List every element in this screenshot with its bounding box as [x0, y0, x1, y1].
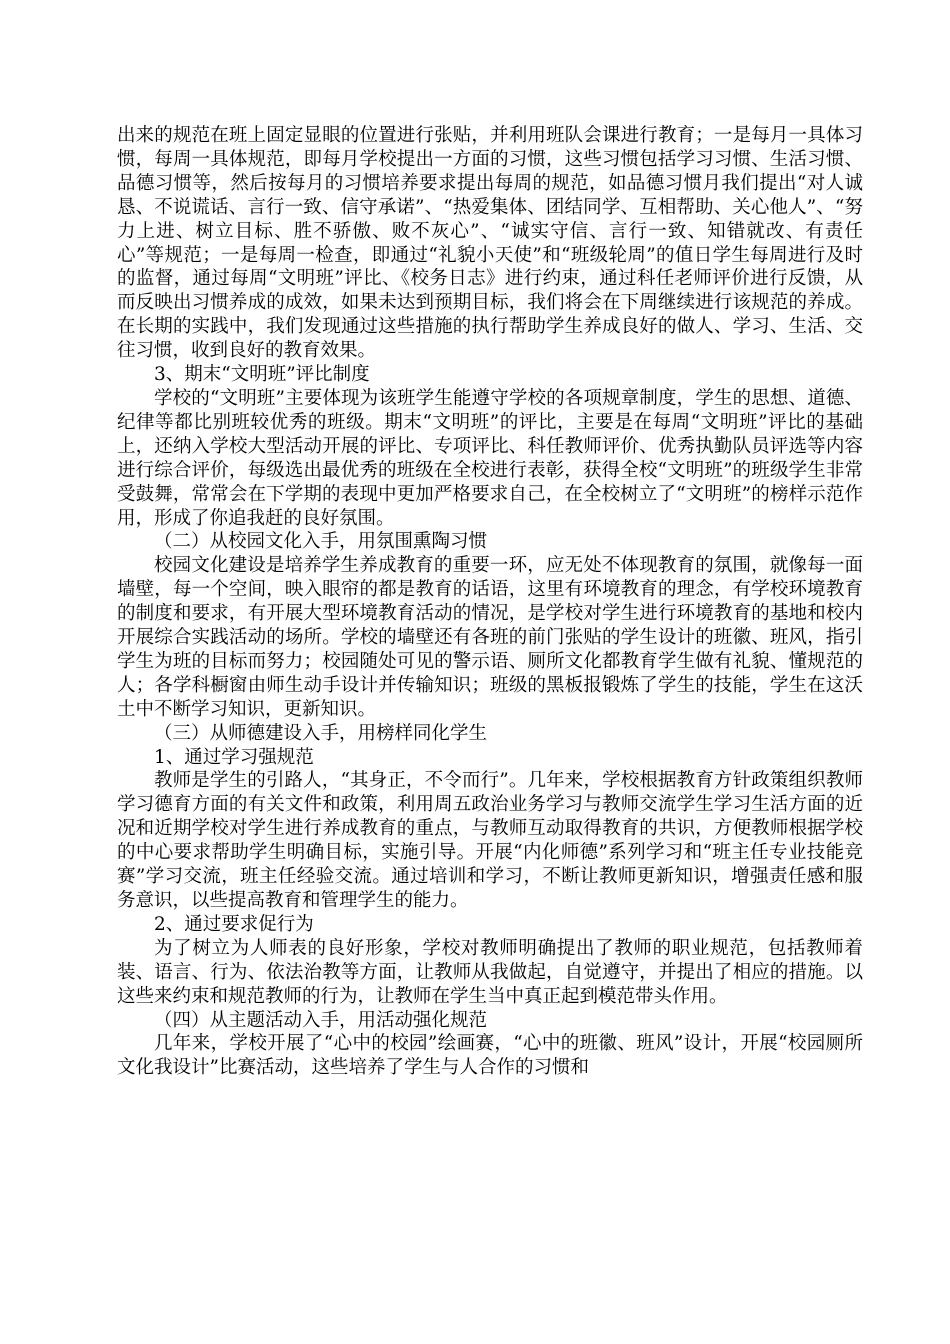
document-page: [117, 124, 863, 1080]
paragraph-learning-norms: 教师是学生的引路人，“其身正，不令而行”。几年来，学校根据教育方针政策组织教师学习德育方面的有关文件和政策，利用周五政治业务学习与教师交流学生学习生活方面的近况和近期学校对学生进行养成教育的重点，与教师互动取得教育的共识，方便教师根据学校的中心要求帮助学生明确目标，实施引导。开展“内化师德”系列学习和“班主任专业技能竞赛”学习交流，班主任经验交流。通过培训和学习，不断让教师更新知识，增强责任感和服务意识，以些提高教育和管理学生的能力。: [117, 770, 863, 911]
heading-requirements-behavior: 2、通过要求促行为: [154, 913, 314, 935]
paragraph-requirements-behavior: 为了树立为人师表的良好形象，学校对教师明确提出了教师的职业规范，包括教师着装、语言、行为、依法治教等方面，让教师从我做起，自觉遵守，并提出了相应的措施。以这些来约束和规范教师的行为，让教师在学生当中真正起到模范带头作用。: [117, 937, 863, 1007]
paragraph-theme-activities: 几年来，学校开展了“心中的校园”绘画赛，“心中的班徽、班风”设计，开展“校园厕所文化我设计”比赛活动，这些培养了学生与人合作的习惯和: [117, 1033, 863, 1079]
heading-teacher-ethics: （三）从师德建设入手，用榜样同化学生: [154, 722, 488, 744]
paragraph-civilized-class: 学校的“文明班”主要体现为该班学生能遵守学校的各项规章制度，学生的思想、道德、纪律等都比别班较优秀的班级。期末“文明班”的评比，主要是在每周“文明班”评比的基础上，还纳入学校大型活动开展的评比、专项评比、科任教师评价、优秀执勤队员评选等内容进行综合评价，每级选出最优秀的班级在全校进行表彰，获得全校“文明班”的班级学生非常受鼓舞，常常会在下学期的表现中更加严格要求自己，在全校树立了“文明班”的榜样示范作用，形成了你追我赶的良好氛围。: [117, 387, 863, 529]
heading-theme-activities: （四）从主题活动入手，用活动强化规范: [154, 1009, 488, 1031]
paragraph-habits-practice: 出来的规范在班上固定显眼的位置进行张贴，并利用班队会课进行教育；一是每月一具体习惯，每周一具体规范，即每月学校提出一方面的习惯，这些习惯包括学习习惯、生活习惯、品德习惯等，然后按每月的习惯培养要求提出每周的规范，如品德习惯月我们提出“对人诚恳、不说谎话、言行一致、信守承诺”、“热爱集体、团结同学、互相帮助、关心他人”、“努力上进、树立目标、胜不骄傲、败不灰心”、“诚实守信、言行一致、知错就改、有责任心”等规范；一是每周一检查，即通过“礼貌小天使”和“班级轮周”的值日学生每周进行及时的监督，通过每周“文明班”评比、《校务日志》进行约束，通过科任老师评价进行反馈，从而反映出习惯养成的成效，如果未达到预期目标，我们将会在下周继续进行该规范的养成。在长期的实践中，我们发现通过这些措施的执行帮助学生养成良好的做人、学习、生活、交往习惯，收到良好的教育效果。: [117, 125, 863, 362]
paragraph-campus-culture: 校园文化建设是培养学生养成教育的重要一环，应无处不体现教育的氛围，就像每一面墙壁，每一个空间，映入眼帘的都是教育的话语，这里有环境教育的理念，有学校环境教育的制度和要求，有开展大型环境教育活动的情况，是学校对学生进行环境教育的基地和校内开展综合实践活动的场所。学校的墙壁还有各班的前门张贴的学生设计的班徽、班风，指引学生为班的目标而努力；校园随处可见的警示语、厕所文化都教育学生做有礼貌、懂规范的人；各学科橱窗由师生动手设计并传输知识；班级的黑板报锻炼了学生的技能，学生在这沃土中不断学习知识，更新知识。: [117, 555, 863, 720]
heading-learning-norms: 1、通过学习强规范: [154, 746, 314, 768]
heading-campus-culture: （二）从校园文化入手，用氛围熏陶习惯: [154, 531, 488, 553]
heading-civilized-class-review: 3、期末“文明班”评比制度: [154, 364, 370, 386]
